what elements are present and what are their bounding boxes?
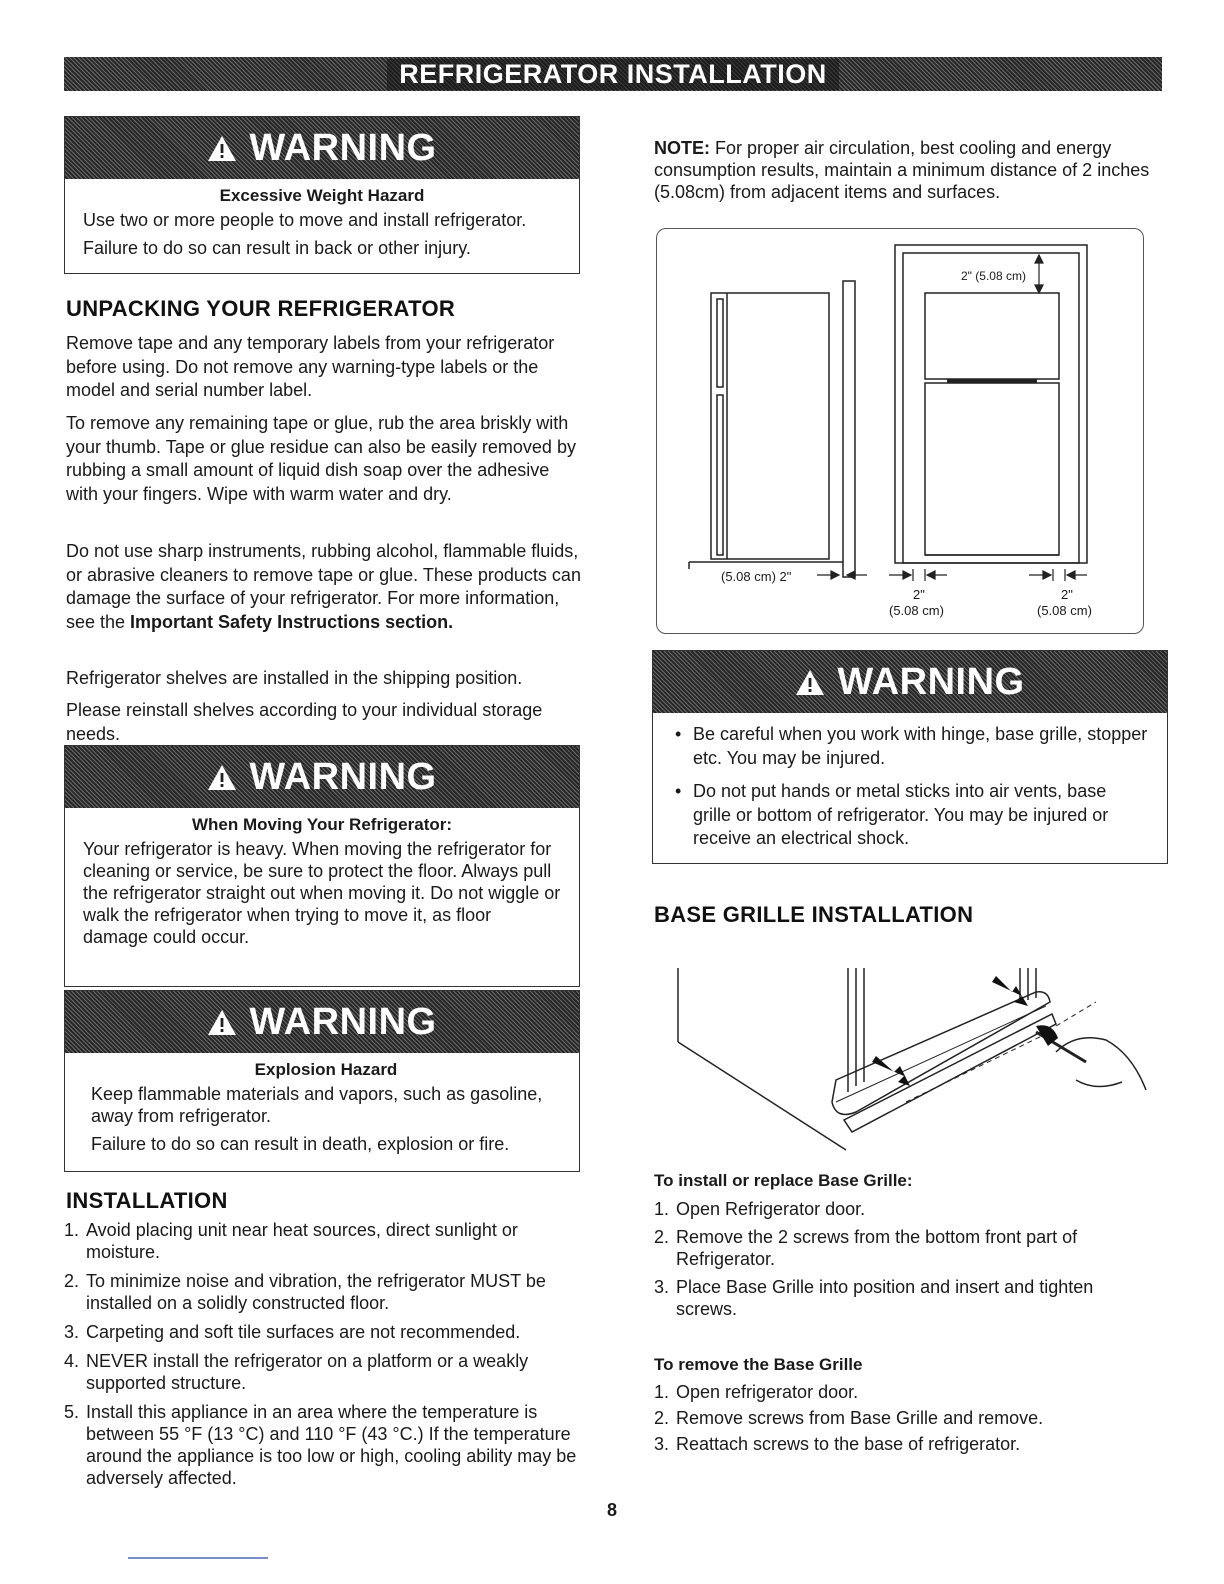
list-item: • Be careful when you work with hinge, base grille, stopper etc. You may be injured.: [671, 723, 1149, 770]
list-item: • Do not put hands or metal sticks into air vents, base grille or bottom of refrigerator. You may be injured or receive an electrical shock.: [671, 780, 1149, 851]
step-text: Install this appliance in an area where the temperature is between 55 °F (13 °C) and 110 °F (43 °C.) If the temperature around the appliance is too low or high, cooling ability may be adversely affected.: [86, 1402, 577, 1488]
list-item: [654, 1381, 1154, 1403]
warning-header: [653, 651, 1167, 713]
unpacking-paragraph-5: Please reinstall shelves according to your individual storage needs.: [66, 700, 543, 744]
warning-label: WARNING: [837, 660, 1025, 703]
list-item: [654, 1198, 1154, 1220]
warning-triangle-icon: [795, 669, 825, 696]
rear-clearance-label: (5.08 cm) 2": [721, 569, 792, 584]
warning-triangle-icon: [207, 1009, 237, 1036]
list-item: [64, 1401, 584, 1489]
left-gap-cm: (5.08 cm): [889, 603, 944, 618]
step-number: 1.: [64, 1220, 80, 1240]
step-number: 1.: [654, 1199, 670, 1219]
step-number: 2.: [654, 1227, 670, 1247]
list-item: [654, 1407, 1154, 1429]
warning-header: [65, 117, 579, 179]
step-text: Remove screws from Base Grille and remove.: [676, 1408, 1044, 1428]
step-number: 5.: [64, 1402, 80, 1422]
safety-instructions-reference: Important Safety Instructions section.: [130, 611, 454, 632]
note-paragraph: [654, 137, 1154, 203]
section-banner: [64, 57, 1162, 91]
step-text: NEVER install the refrigerator on a platform or a weakly supported structure.: [86, 1351, 529, 1393]
list-item: [64, 1350, 584, 1394]
warning-triangle-icon: [207, 764, 237, 791]
install-grille-steps: [654, 1198, 1154, 1326]
unpacking-paragraph-1: Remove tape and any temporary labels from your refrigerator before using. Do not remove any warning-type labels or the model and serial number label.: [66, 333, 555, 400]
unpacking-paragraph-3: [66, 540, 581, 634]
top-clearance-label: 2" (5.08 cm): [961, 269, 1026, 283]
list-item: [654, 1433, 1154, 1455]
warning-subtitle: Excessive Weight Hazard: [219, 186, 425, 205]
note-label: NOTE:: [654, 138, 710, 158]
unpacking-p3-text: Do not use sharp instruments, rubbing alcohol, flammable fluids, or abrasive cleaners to remove tape or glue. These products can damage the surface of your refrigerator. For more information, see the: [66, 541, 581, 632]
installation-list: [64, 1219, 584, 1496]
warning-text: Keep flammable materials and vapors, such as gasoline, away from refrigerator.: [91, 1084, 543, 1126]
step-number: 2.: [64, 1271, 80, 1291]
step-number: 3.: [654, 1434, 670, 1454]
install-grille-heading: To install or replace Base Grille:: [654, 1171, 913, 1190]
clearance-diagram: [656, 228, 1144, 634]
list-item: [654, 1226, 1154, 1270]
list-item: [64, 1270, 584, 1314]
base-grille-illustration: [676, 962, 1152, 1158]
left-gap-inch: 2": [913, 587, 925, 602]
warning-box-moving: [64, 745, 580, 987]
warning-subtitle: When Moving Your Refrigerator:: [191, 815, 453, 834]
step-number: 2.: [654, 1408, 670, 1428]
warning-bullet-list: [671, 723, 1149, 851]
right-gap-inch: 2": [1061, 587, 1073, 602]
step-number: 3.: [64, 1322, 80, 1342]
step-text: Remove the 2 screws from the bottom front part of Refrigerator.: [676, 1227, 1078, 1269]
warning-bullet-text: Be careful when you work with hinge, base grille, stopper etc. You may be injured.: [693, 724, 1148, 768]
step-text: Avoid placing unit near heat sources, direct sunlight or moisture.: [86, 1220, 518, 1262]
warning-label: WARNING: [249, 1000, 437, 1043]
page-number: 8: [606, 1500, 617, 1520]
installation-heading: INSTALLATION: [66, 1188, 228, 1213]
warning-text: Use two or more people to move and install refrigerator.: [83, 210, 527, 230]
warning-label: WARNING: [249, 755, 437, 798]
base-grille-heading: BASE GRILLE INSTALLATION: [654, 902, 974, 927]
warning-box-explosion: [64, 990, 580, 1172]
list-item: [654, 1276, 1154, 1320]
remove-grille-heading: To remove the Base Grille: [654, 1355, 863, 1374]
step-text: Open Refrigerator door.: [676, 1199, 866, 1219]
warning-consequence: Failure to do so can result in death, explosion or fire.: [91, 1134, 510, 1154]
step-number: 3.: [654, 1277, 670, 1297]
unpacking-paragraph-4: Refrigerator shelves are installed in the shipping position.: [66, 668, 523, 688]
warning-header: [65, 991, 579, 1053]
warning-label: WARNING: [249, 126, 437, 169]
warning-consequence: Failure to do so can result in back or other injury.: [83, 238, 471, 258]
step-text: Carpeting and soft tile surfaces are not recommended.: [86, 1322, 521, 1342]
unpacking-paragraph-2: To remove any remaining tape or glue, rub the area briskly with your thumb. Tape or glue residue can also be easily removed by rubbing a small amount of liquid dish soap over the adhesive with your fingers. Wipe with warm water and dry.: [66, 413, 576, 504]
warning-text: Your refrigerator is heavy. When moving the refrigerator for cleaning or service, be sure to protect the floor. Always pull the refrigerator straight out when moving it. Do not wiggle or walk the refrigerator when trying to move it, as floor damage could occur.: [83, 839, 561, 947]
step-text: To minimize noise and vibration, the refrigerator MUST be installed on a solidly constructed floor.: [86, 1271, 546, 1313]
warning-box-weight: [64, 116, 580, 274]
step-number: 4.: [64, 1351, 80, 1371]
list-item: [64, 1219, 584, 1263]
step-text: Open refrigerator door.: [676, 1382, 859, 1402]
remove-grille-steps: [654, 1381, 1154, 1459]
warning-subtitle: Explosion Hazard: [254, 1060, 398, 1079]
list-item: [64, 1321, 584, 1343]
step-text: Place Base Grille into position and insert and tighten screws.: [676, 1277, 1094, 1319]
warning-header: [65, 746, 579, 808]
unpacking-heading: UNPACKING YOUR REFRIGERATOR: [66, 296, 456, 321]
banner-title: REFRIGERATOR INSTALLATION: [387, 59, 838, 90]
step-number: 1.: [654, 1382, 670, 1402]
note-text: For proper air circulation, best cooling and energy consumption results, maintain a minimum distance of 2 inches (5.08cm) from adjacent items and surfaces.: [654, 138, 1150, 202]
right-gap-cm: (5.08 cm): [1037, 603, 1092, 618]
footer-divider: [128, 1557, 268, 1559]
warning-triangle-icon: [207, 135, 237, 162]
warning-bullet-text: Do not put hands or metal sticks into air vents, base grille or bottom of refrigerator. You may be injured or receive an electrical shock.: [693, 781, 1109, 848]
step-text: Reattach screws to the base of refrigerator.: [676, 1434, 1021, 1454]
warning-box-hinge: [652, 650, 1168, 864]
